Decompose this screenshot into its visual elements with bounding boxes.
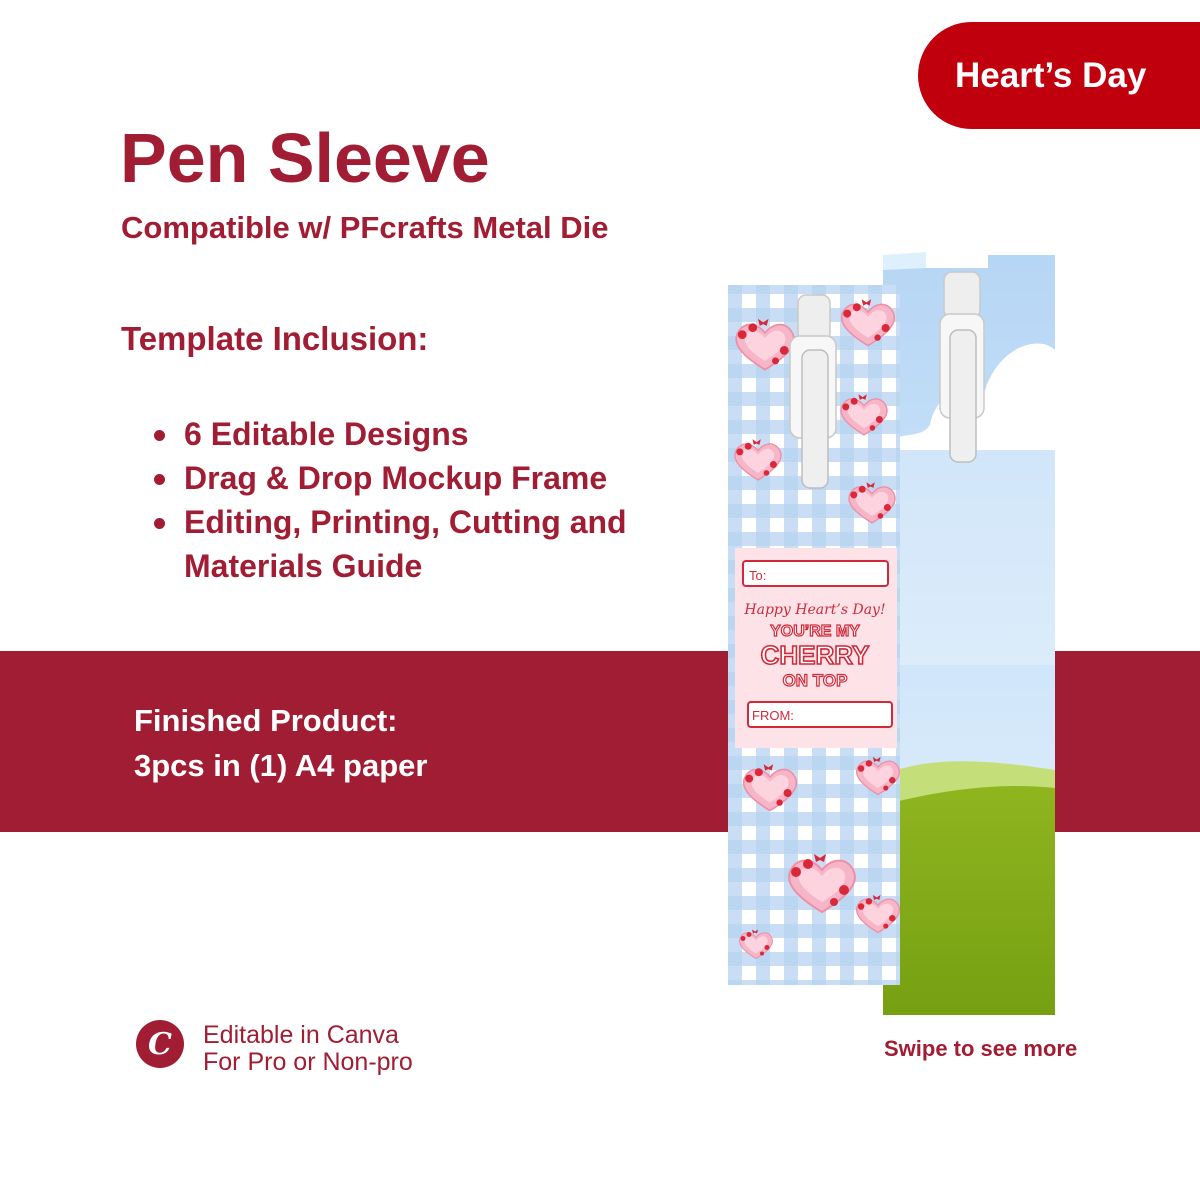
inclusion-item: Drag & Drop Mockup Frame: [150, 456, 710, 500]
cherry-text: CHERRY: [760, 640, 870, 670]
inclusion-item: 6 Editable Designs: [150, 412, 710, 456]
inclusion-item: Editing, Printing, Cutting and Materials Guide: [150, 500, 710, 588]
from-label: FROM:: [752, 708, 794, 723]
inclusion-heading: Template Inclusion:: [121, 320, 429, 357]
on-top-text: ON TOP: [782, 671, 848, 690]
youre-my-text: YOU’RE MY: [770, 623, 860, 640]
page-title: Pen Sleeve: [120, 119, 490, 197]
greeting-text: Happy Heart’s Day!: [744, 602, 886, 618]
canva-logo-icon: C: [136, 1020, 184, 1068]
canva-info: [203, 1022, 413, 1076]
badge-label: Heart’s Day: [955, 55, 1147, 95]
canva-editable-text: Editable in Canva: [203, 1021, 399, 1049]
finished-product-heading: Finished Product:: [134, 703, 398, 738]
finished-product-detail: 3pcs in (1) A4 paper: [134, 748, 428, 783]
page-subtitle: Compatible w/ PFcrafts Metal Die: [121, 210, 609, 245]
canva-pro-text: For Pro or Non-pro: [203, 1048, 413, 1076]
to-label: To:: [749, 568, 767, 583]
swipe-hint: Swipe to see more: [884, 1036, 1078, 1061]
